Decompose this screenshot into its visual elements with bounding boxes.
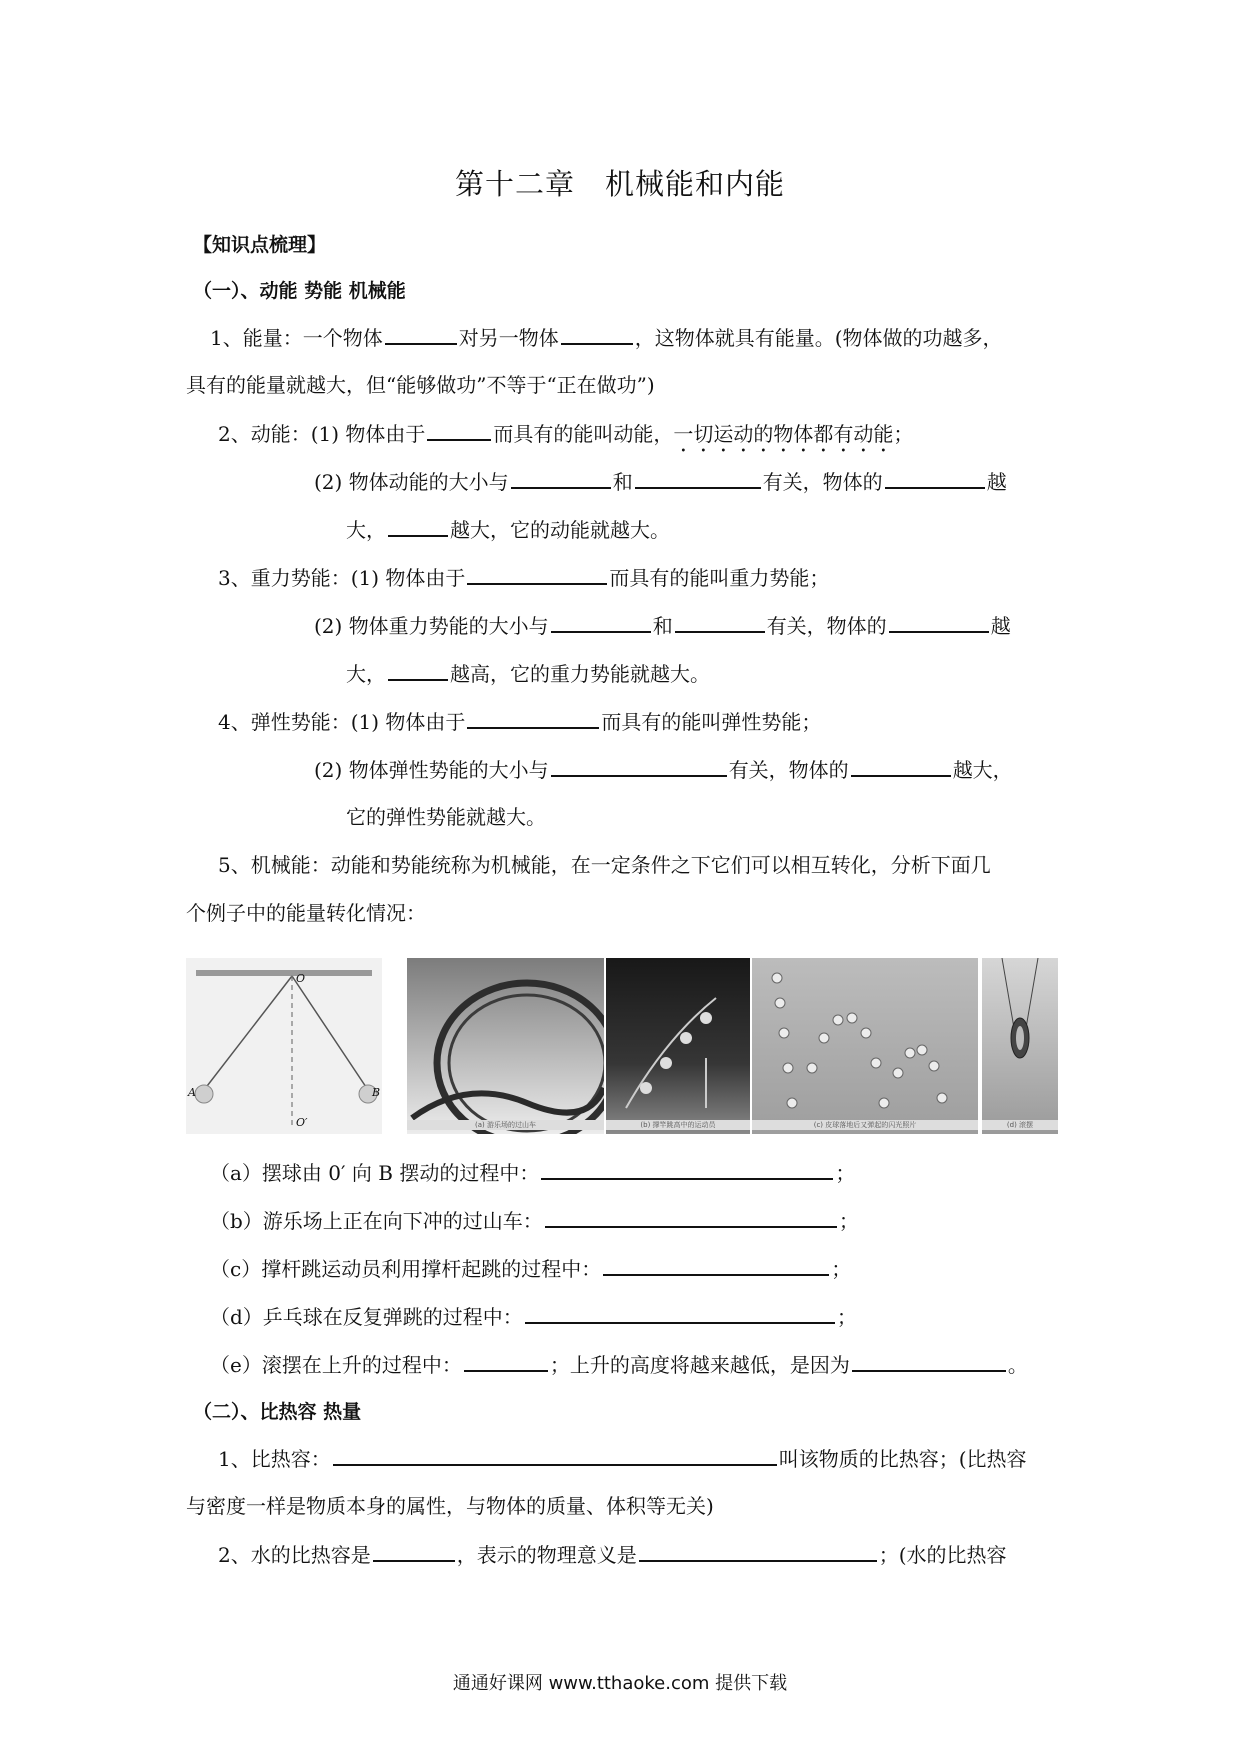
blank[interactable] bbox=[551, 611, 651, 633]
page-title: 第十二章 机械能和内能 bbox=[454, 167, 786, 201]
blank[interactable] bbox=[388, 515, 448, 537]
item1-line1: 1、能量：一个物体 对另一物体 ，这物体就具有能量。(物体做的功越多， bbox=[210, 323, 1003, 352]
section1-heading: （一）、动能 势能 机械能 bbox=[193, 280, 406, 302]
item4-line1: 4、弹性势能：(1) 物体由于 而具有的能叫弹性势能； bbox=[218, 707, 821, 736]
question-a: （a）摆球由 0′ 向 B 摆动的过程中： ； bbox=[210, 1158, 855, 1187]
section2-item2-line1: 2、水的比热容是 ，表示的物理意义是 ；(水的比热容 bbox=[218, 1540, 1007, 1569]
blank[interactable] bbox=[373, 1540, 455, 1562]
blank[interactable] bbox=[541, 1158, 833, 1180]
footer: 通通好课网 www.tthaoke.com 提供下载 bbox=[452, 1673, 788, 1694]
caption-b: (b) 撑竿跳高中的运动员 bbox=[606, 1120, 750, 1130]
section2-item1-line2: 与密度一样是物质本身的属性，与物体的质量、体积等无关) bbox=[186, 1494, 714, 1518]
item5-line2: 个例子中的能量转化情况： bbox=[186, 901, 426, 925]
blank[interactable] bbox=[851, 755, 951, 777]
label-o-prime: O′ bbox=[296, 1116, 308, 1129]
question-b: （b）游乐场上正在向下冲的过山车： ； bbox=[210, 1206, 859, 1235]
blank[interactable] bbox=[635, 467, 761, 489]
question-c: （c）撑杆跳运动员利用撑杆起跳的过程中： ； bbox=[210, 1254, 851, 1283]
item2-line3: 大， 越大，它的动能就越大。 bbox=[346, 515, 670, 544]
item3-line1: 3、重力势能：(1) 物体由于 而具有的能叫重力势能； bbox=[218, 563, 829, 592]
blank[interactable] bbox=[603, 1254, 829, 1276]
blank[interactable] bbox=[511, 467, 611, 489]
bouncing-ball-photo bbox=[752, 958, 978, 1134]
blank[interactable] bbox=[551, 755, 727, 777]
maxwell-wheel-photo bbox=[982, 958, 1058, 1134]
blank[interactable] bbox=[333, 1444, 777, 1466]
item5-line1: 5、机械能：动能和势能统称为机械能，在一定条件之下它们可以相互转化，分析下面几 bbox=[218, 853, 991, 877]
blank[interactable] bbox=[467, 563, 607, 585]
question-e: （e）滚摆在上升的过程中： ；上升的高度将越来越低，是因为 。 bbox=[210, 1350, 1028, 1379]
item3-line3: 大， 越高，它的重力势能就越大。 bbox=[346, 659, 710, 688]
blank[interactable] bbox=[388, 659, 448, 681]
caption-c: (c) 皮球落地后又弹起的闪光照片 bbox=[752, 1120, 978, 1130]
item1-line2: 具有的能量就越大，但“能够做功”不等于“正在做功”) bbox=[186, 373, 655, 397]
section2-item1-line1: 1、比热容： 叫该物质的比热容；(比热容 bbox=[218, 1444, 1027, 1473]
label-b: B bbox=[372, 1086, 381, 1099]
blank[interactable] bbox=[885, 467, 985, 489]
section2-heading: （二）、比热容 热量 bbox=[193, 1401, 362, 1423]
blank[interactable] bbox=[675, 611, 765, 633]
blank[interactable] bbox=[467, 707, 599, 729]
blank[interactable] bbox=[464, 1350, 548, 1372]
question-d: （d）乒乓球在反复弹跳的过程中： ； bbox=[210, 1302, 857, 1331]
blank[interactable] bbox=[561, 323, 633, 345]
label-o: O bbox=[296, 972, 306, 985]
blank[interactable] bbox=[525, 1302, 835, 1324]
blank[interactable] bbox=[889, 611, 989, 633]
blank[interactable] bbox=[639, 1540, 877, 1562]
item2-line2: (2) 物体动能的大小与 和 有关，物体的 越 bbox=[314, 467, 1007, 496]
knowledge-header: 【知识点梳理】 bbox=[193, 234, 327, 256]
label-a: A bbox=[188, 1086, 196, 1099]
item4-line2: (2) 物体弹性势能的大小与 有关，物体的 越大， bbox=[314, 755, 1013, 784]
blank[interactable] bbox=[852, 1350, 1006, 1372]
pendulum-figure bbox=[186, 958, 382, 1134]
caption-d: (d) 滚摆 bbox=[982, 1120, 1058, 1130]
caption-a: (a) 游乐场的过山车 bbox=[407, 1120, 604, 1130]
blank[interactable] bbox=[427, 419, 491, 441]
pole-vault-photo bbox=[606, 958, 750, 1134]
item3-line2: (2) 物体重力势能的大小与 和 有关，物体的 越 bbox=[314, 611, 1011, 640]
blank[interactable] bbox=[385, 323, 457, 345]
roller-coaster-photo bbox=[407, 958, 604, 1134]
item4-line3: 它的弹性势能就越大。 bbox=[346, 805, 546, 829]
item2-line1: 2、动能：(1) 物体由于 而具有的能叫动能，一切运动的物体都有动能； bbox=[218, 419, 913, 457]
blank[interactable] bbox=[545, 1206, 837, 1228]
